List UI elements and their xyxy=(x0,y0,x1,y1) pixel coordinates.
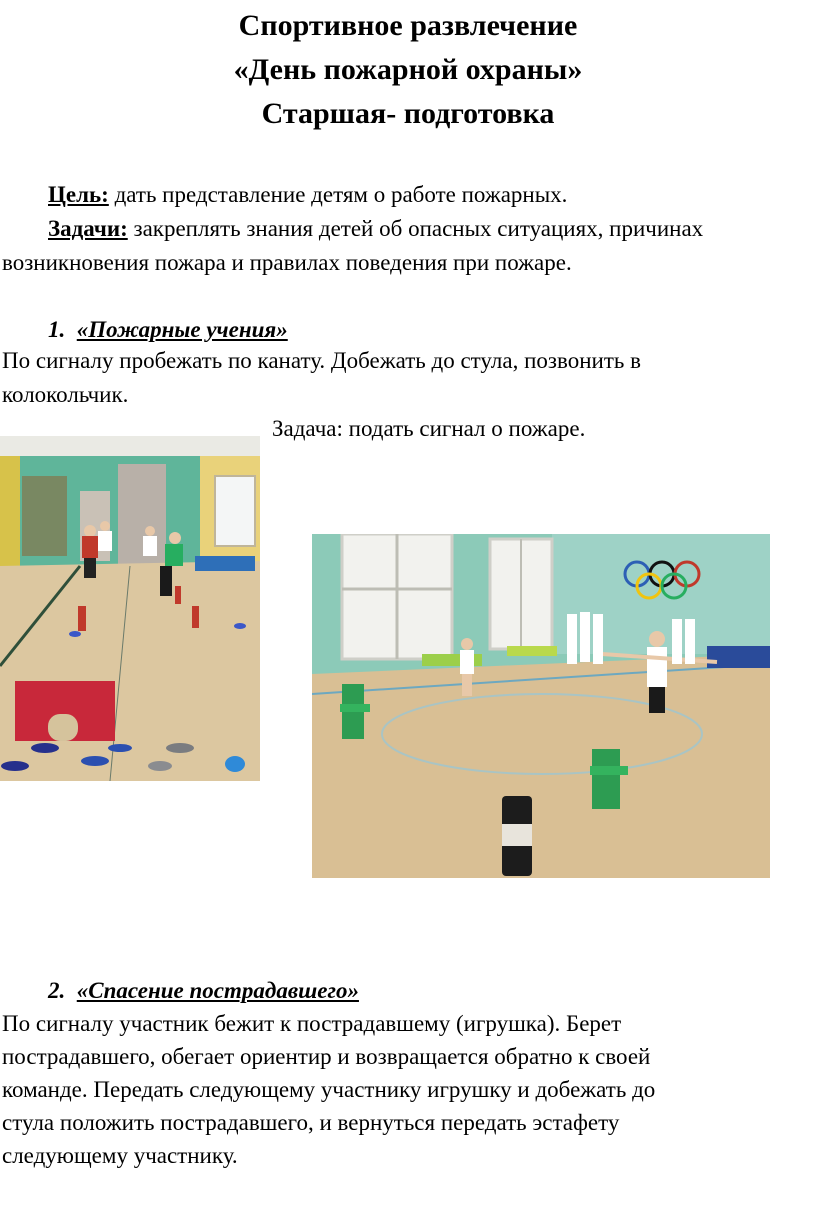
tasks-paragraph xyxy=(48,214,703,244)
section-2-title: «Спасение пострадавшего» xyxy=(76,978,359,1003)
section-2-text-line-1: По сигналу участник бежит к пострадавшему (игрушка). Берет xyxy=(2,1011,622,1036)
goal-paragraph xyxy=(48,180,567,210)
section-2-heading xyxy=(48,976,359,1006)
section-1-text-line-1: По сигналу пробежать по канату. Добежать до стула, позвонить в xyxy=(2,348,641,373)
section-2-text-line-4: стула положить пострадавшего, и вернуться передать эстафету xyxy=(2,1110,620,1135)
goal-label: Цель: xyxy=(48,182,109,207)
section-1-heading xyxy=(48,315,288,345)
section-2-number: 2. xyxy=(48,978,66,1003)
tasks-text-line-2: возникновения пожара и правилах поведения при пожаре. xyxy=(2,250,572,275)
section-1-number: 1. xyxy=(48,317,66,342)
section-2-text-line-2: пострадавшего, обегает ориентир и возвращается обратно к своей xyxy=(2,1044,651,1069)
tasks-label: Задачи: xyxy=(48,216,128,241)
goal-text: дать представление детям о работе пожарных. xyxy=(108,182,568,207)
page-title-line-1: Спортивное развлечение xyxy=(238,9,578,42)
page-title-line-2: «День пожарной охраны» xyxy=(233,53,583,86)
tasks-text-line-1: закреплять знания детей об опасных ситуациях, причинах xyxy=(127,216,704,241)
section-2-text-line-5: следующему участнику. xyxy=(2,1143,238,1168)
section-1-text-line-2: колокольчик. xyxy=(2,382,129,407)
section-1-title: «Пожарные учения» xyxy=(76,317,288,342)
photo-relay-gym xyxy=(0,436,260,781)
section-2-text-line-3: команде. Передать следующему участнику игрушку и добежать до xyxy=(2,1077,656,1102)
photo-hall-chairs xyxy=(312,534,770,878)
page-title-line-3: Старшая- подготовка xyxy=(261,97,555,130)
section-1-task: Задача: подать сигнал о пожаре. xyxy=(272,416,586,441)
